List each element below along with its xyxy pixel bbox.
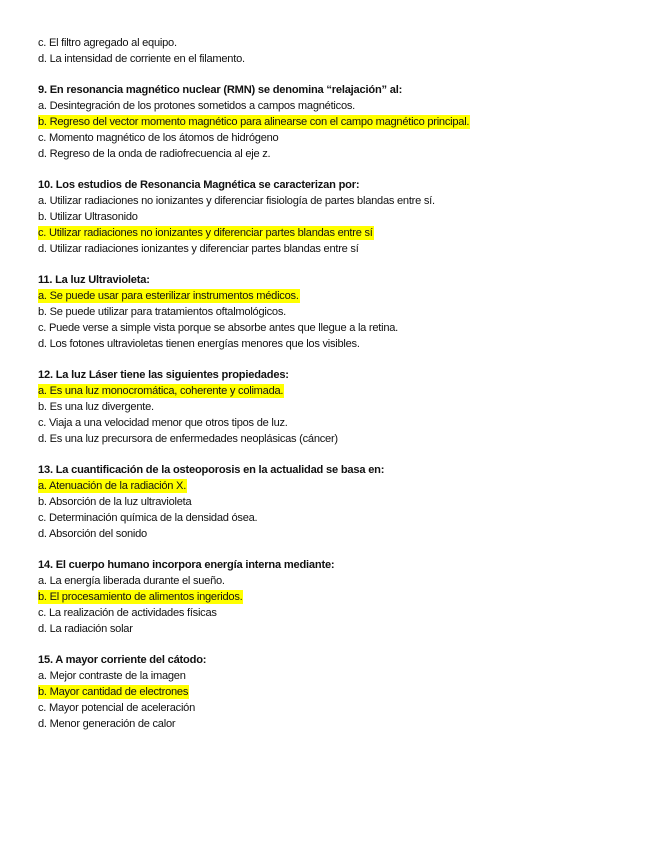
answer-option bbox=[38, 527, 628, 543]
highlighted-answer-text: a. Se puede usar para esterilizar instrumentos médicos. bbox=[38, 290, 299, 303]
answer-option bbox=[38, 685, 628, 701]
answer-option bbox=[38, 590, 628, 606]
highlighted-answer-text: b. Regreso del vector momento magnético para alinearse con el campo magnético principal. bbox=[38, 116, 470, 129]
answer-option bbox=[38, 210, 628, 226]
question-text: 15. A mayor corriente del cátodo: bbox=[38, 654, 207, 666]
paragraph-spacer bbox=[38, 258, 628, 274]
answer-option bbox=[38, 701, 628, 717]
answer-option bbox=[38, 400, 628, 416]
answer-option bbox=[38, 52, 628, 68]
answer-option bbox=[38, 99, 628, 115]
answer-option bbox=[38, 479, 628, 495]
answer-text: c. El filtro agregado al equipo. bbox=[38, 37, 177, 49]
paragraph-spacer bbox=[38, 638, 628, 654]
answer-text: d. Es una luz precursora de enfermedades neoplásicas (cáncer) bbox=[38, 432, 338, 445]
answer-option bbox=[38, 242, 628, 258]
answer-text: d. Los fotones ultravioletas tienen energías menores que los visibles. bbox=[38, 337, 360, 350]
answer-text: b. Absorción de la luz ultravioleta bbox=[38, 495, 192, 508]
paragraph-spacer bbox=[38, 353, 628, 369]
answer-option bbox=[38, 574, 628, 590]
answer-text: d. Regreso de la onda de radiofrecuencia al eje z. bbox=[38, 147, 271, 160]
highlighted-answer-text: a. Es una luz monocromática, coherente y colimada. bbox=[38, 385, 284, 398]
answer-option bbox=[38, 432, 628, 448]
highlighted-answer-text: a. Atenuación de la radiación X. bbox=[38, 479, 187, 492]
highlighted-answer-text: b. El procesamiento de alimentos ingeridos. bbox=[38, 590, 243, 603]
answer-option bbox=[38, 669, 628, 685]
answer-option bbox=[38, 511, 628, 527]
answer-option bbox=[38, 131, 628, 147]
answer-text: c. Mayor potencial de aceleración bbox=[38, 701, 196, 714]
paragraph-spacer bbox=[38, 543, 628, 559]
paragraph-spacer bbox=[38, 68, 628, 84]
question-heading bbox=[38, 558, 628, 574]
answer-text: b. Se puede utilizar para tratamientos oftalmológicos. bbox=[38, 305, 286, 318]
answer-option bbox=[38, 226, 628, 242]
answer-option bbox=[38, 115, 628, 131]
answer-text: d. Menor generación de calor bbox=[38, 717, 176, 730]
question-text: 12. La luz Láser tiene las siguientes propiedades: bbox=[38, 369, 289, 382]
answer-text: c. Determinación química de la densidad ósea. bbox=[38, 511, 258, 524]
question-text: 14. El cuerpo humano incorpora energía interna mediante: bbox=[38, 559, 335, 572]
question-text: 11. La luz Ultravioleta: bbox=[38, 274, 150, 287]
answer-option bbox=[38, 289, 628, 305]
answer-text: c. Momento magnético de los átomos de hidrógeno bbox=[38, 131, 279, 144]
question-heading bbox=[38, 83, 628, 99]
answer-option bbox=[38, 416, 628, 432]
answer-text: d. Absorción del sonido bbox=[38, 527, 147, 540]
answer-text: a. Desintegración de los protones sometidos a campos magnéticos. bbox=[38, 100, 355, 113]
question-heading bbox=[38, 178, 628, 194]
question-text: 10. Los estudios de Resonancia Magnética se caracterizan por: bbox=[38, 179, 360, 192]
answer-option bbox=[38, 717, 628, 733]
answer-text: d. Utilizar radiaciones ionizantes y diferenciar partes blandas entre sí bbox=[38, 242, 359, 255]
answer-option bbox=[38, 305, 628, 321]
answer-option bbox=[38, 622, 628, 638]
answer-text: d. La radiación solar bbox=[38, 622, 133, 635]
question-heading bbox=[38, 273, 628, 289]
answer-option bbox=[38, 194, 628, 210]
highlighted-answer-text: b. Mayor cantidad de electrones bbox=[38, 685, 189, 698]
paragraph-spacer bbox=[38, 163, 628, 179]
question-heading bbox=[38, 653, 628, 669]
answer-option bbox=[38, 606, 628, 622]
answer-text: c. La realización de actividades físicas bbox=[38, 606, 217, 619]
answer-text: a. La energía liberada durante el sueño. bbox=[38, 574, 225, 587]
answer-option bbox=[38, 321, 628, 337]
question-heading bbox=[38, 368, 628, 384]
highlighted-answer-text: c. Utilizar radiaciones no ionizantes y diferenciar partes blandas entre sí bbox=[38, 226, 373, 239]
question-text: 13. La cuantificación de la osteoporosis en la actualidad se basa en: bbox=[38, 464, 385, 477]
document-page bbox=[38, 36, 628, 732]
question-heading bbox=[38, 463, 628, 479]
answer-option bbox=[38, 36, 628, 52]
answer-text: c. Viaja a una velocidad menor que otros tipos de luz. bbox=[38, 416, 288, 429]
question-text: 9. En resonancia magnético nuclear (RMN) se denomina “relajación” al: bbox=[38, 84, 403, 97]
answer-option bbox=[38, 384, 628, 400]
answer-text: a. Utilizar radiaciones no ionizantes y diferenciar fisiología de partes blandas entre sí. bbox=[38, 195, 435, 208]
answer-text: d. La intensidad de corriente en el filamento. bbox=[38, 52, 245, 65]
answer-option bbox=[38, 495, 628, 511]
answer-option bbox=[38, 147, 628, 163]
answer-text: c. Puede verse a simple vista porque se absorbe antes que llegue a la retina. bbox=[38, 321, 399, 334]
answer-option bbox=[38, 337, 628, 353]
answer-text: b. Es una luz divergente. bbox=[38, 400, 154, 413]
answer-text: a. Mejor contraste de la imagen bbox=[38, 669, 186, 682]
answer-text: b. Utilizar Ultrasonido bbox=[38, 211, 138, 224]
paragraph-spacer bbox=[38, 448, 628, 464]
